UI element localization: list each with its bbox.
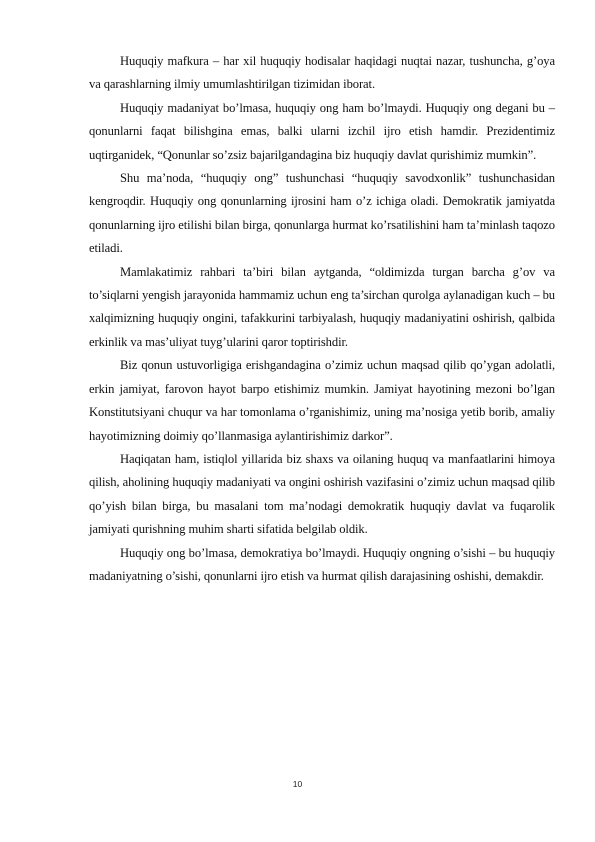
paragraph-legal-consciousness: Shu ma’noda, “huquqiy ong” tushunchasi “huquqiy savodxonlik” tushunchasidan kengroqdir. Huquqiy ong qonunlarning ijrosini ham o’z ichiga oladi. Demokratik jamiyatda qonunlarning ijro etilishi bilan birga, qonunlarga hurmat ko’rsatilishini ham ta’minlash taqozo etiladi.	[89, 171, 555, 256]
paragraph-ideology-definition: Huquqiy mafkura – har xil huquqiy hodisalar haqidagi nuqtai nazar, tushuncha, g’oya va qarashlarning ilmiy umumlashtirilgan tizimidan iborat.	[89, 54, 555, 92]
document-body	[89, 50, 555, 588]
page-number: 10	[292, 779, 303, 789]
paragraph-rule-of-law: Biz qonun ustuvorligiga erishgandagina o’zimiz uchun maqsad qilib qo’ygan adolatli, erkin jamiyat, farovon hayot barpo etishimiz mumkin. Jamiyat hayotining mezoni bo’lgan Konstitutsiyani chuqur va har tomonlama o’rganishimiz, uning ma’nosiga yetib borib, amaliy hayotimizning doimiy qo’llanmasiga aylantirishimiz darkor”.	[89, 358, 555, 443]
paragraph-president-quote: Mamlakatimiz rahbari ta’biri bilan aytganda, “oldimizda turgan barcha g’ov va to’siqlarni yengish jarayonida hammamiz uchun eng ta’sirchan qurolga aylanadigan kuch – bu xalqimizning huquqiy ongini, tafakkurini tarbiyalash, huquqiy madaniyatini oshirish, qalbida erkinlik va mas’uliyat tuyg’ularini qaror toptirishdir.	[89, 264, 555, 349]
paragraph-democracy: Huquqiy ong bo’lmasa, demokratiya bo’lmaydi. Huquqiy ongning o’sishi – bu huquqiy madaniyatning o’sishi, qonunlarni ijro etish va hurmat qilish darajasining oshishi, demakdir.	[89, 545, 555, 583]
paragraph-independence-years: Haqiqatan ham, istiqlol yillarida biz shaxs va oilaning huquq va manfaatlarini himoya qilish, aholining huquqiy madaniyati va ongini oshirish vazifasini o’zimiz uchun maqsad qilib qo’yish bilan birga, bu masalani tom ma’nodagi demokratik huquqiy davlat va fuqarolik jamiyati qurishning muhim sharti sifatida belgilab oldik.	[89, 451, 555, 537]
paragraph-legal-culture: Huquqiy madaniyat bo’lmasa, huquqiy ong ham bo’lmaydi. Huquqiy ong degani bu – qonunlarni faqat bilishgina emas, balki ularni izchil ijro etish hamdir. Prezidentimiz uqtirganidek, “Qonunlar so’zsiz bajarilgandagina biz huquqiy davlat qurishimiz mumkin”.	[89, 100, 555, 162]
